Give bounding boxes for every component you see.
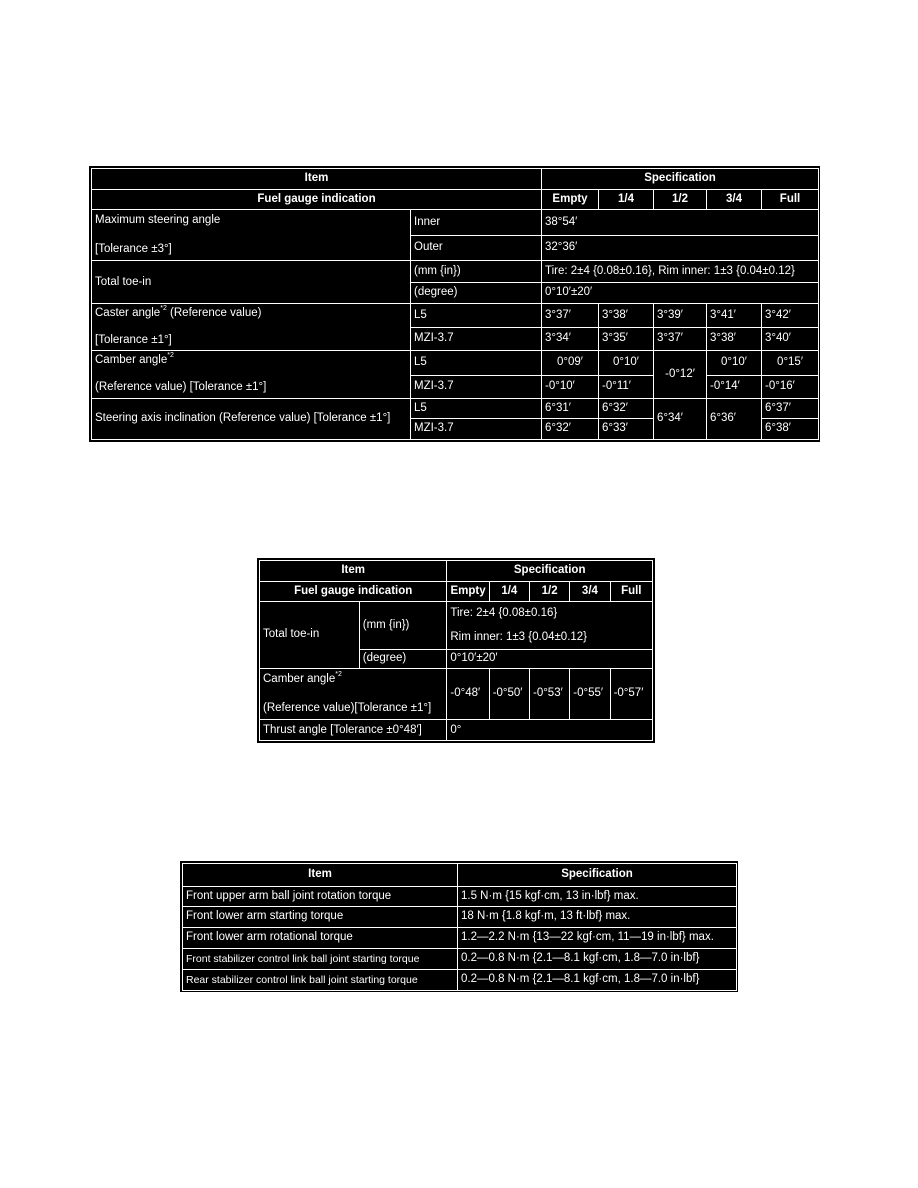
fuel-gauge-header: Fuel gauge indication (92, 189, 542, 210)
specification-header: Specification (447, 561, 653, 582)
sai-mzi-full: 6°38′ (762, 419, 819, 440)
caster-l5-three-quarter: 3°41′ (707, 304, 762, 328)
camber-l5-quarter: 0°10′ (599, 350, 654, 375)
level-full-header: Full (762, 189, 819, 210)
level-half-header: 1/2 (654, 189, 707, 210)
specification-header: Specification (458, 864, 737, 887)
sai-l5-quarter: 6°32′ (599, 398, 654, 419)
toe-mm-value: Tire: 2±4 {0.08±0.16} Rim inner: 1±3 {0.04±0.12} (447, 602, 653, 650)
total-toe-in-label: Total toe-in (260, 602, 360, 668)
toe-degree-label: (degree) (411, 282, 542, 304)
item-header: Item (183, 864, 458, 887)
camber-half-shared: -0°12′ (654, 350, 707, 398)
table-row-spec: 1.5 N·m {15 kgf·cm, 13 in·lbf} max. (458, 887, 737, 907)
toe-degree-label: (degree) (359, 649, 447, 668)
sai-mzi-empty: 6°32′ (542, 419, 599, 440)
toe-degree-value: 0°10′±20′ (447, 649, 653, 668)
sai-l5-empty: 6°31′ (542, 398, 599, 419)
specification-header: Specification (542, 169, 819, 190)
total-toe-in-label: Total toe-in (92, 261, 411, 304)
sai-mzi-quarter: 6°33′ (599, 419, 654, 440)
toe-mm-label: (mm {in}) (411, 261, 542, 283)
caster-mzi-quarter: 3°35′ (599, 328, 654, 351)
sai-three-quarter-shared: 6°36′ (707, 398, 762, 439)
camber-half: -0°53′ (529, 668, 569, 720)
inner-label: Inner (411, 210, 542, 236)
front-wheel-alignment-grid (91, 168, 819, 440)
front-wheel-alignment-table (89, 166, 820, 442)
camber-l5-full: 0°15′ (762, 350, 819, 375)
steering-axis-inclination-label: Steering axis inclination (Reference value) [Tolerance ±1°] (92, 398, 411, 439)
rear-wheel-alignment-grid (259, 560, 653, 741)
camber-mzi-quarter: -0°11′ (599, 375, 654, 398)
sai-mzi-label: MZI-3.7 (411, 419, 542, 440)
table-row-item: Front lower arm rotational torque (183, 928, 458, 949)
toe-mm-value: Tire: 2±4 {0.08±0.16}, Rim inner: 1±3 {0.04±0.12} (542, 261, 819, 283)
caster-l5-empty: 3°37′ (542, 304, 599, 328)
max-steering-angle-label: Maximum steering angle [Tolerance ±3°] (92, 210, 411, 261)
caster-mzi-half: 3°37′ (654, 328, 707, 351)
fuel-gauge-header: Fuel gauge indication (260, 581, 447, 602)
camber-mzi-label: MZI-3.7 (411, 375, 542, 398)
sai-l5-full: 6°37′ (762, 398, 819, 419)
camber-l5-empty: 0°09′ (542, 350, 599, 375)
table-row-item: Front stabilizer control link ball joint starting torque (183, 949, 458, 970)
table-row-spec: 0.2—0.8 N·m {2.1—8.1 kgf·cm, 1.8—7.0 in·lbf} (458, 970, 737, 991)
caster-l5-half: 3°39′ (654, 304, 707, 328)
camber-mzi-empty: -0°10′ (542, 375, 599, 398)
caster-l5-quarter: 3°38′ (599, 304, 654, 328)
caster-mzi-empty: 3°34′ (542, 328, 599, 351)
caster-l5-label: L5 (411, 304, 542, 328)
ball-joint-torque-table (180, 861, 738, 992)
level-quarter-header: 1/4 (489, 581, 529, 602)
camber-quarter: -0°50′ (489, 668, 529, 720)
caster-mzi-label: MZI-3.7 (411, 328, 542, 351)
level-three-quarter-header: 3/4 (707, 189, 762, 210)
camber-empty: -0°48′ (447, 668, 489, 720)
caster-angle-label: Caster angle$^{*2}$ (Reference value) [Tolerance ±1°] (92, 304, 411, 351)
caster-mzi-three-quarter: 3°38′ (707, 328, 762, 351)
level-full-header: Full (610, 581, 652, 602)
level-quarter-header: 1/4 (599, 189, 654, 210)
camber-mzi-three-quarter: -0°14′ (707, 375, 762, 398)
table-row-spec: 18 N·m {1.8 kgf·m, 13 ft·lbf} max. (458, 907, 737, 928)
level-empty-header: Empty (447, 581, 489, 602)
outer-label: Outer (411, 236, 542, 261)
table-row-spec: 0.2—0.8 N·m {2.1—8.1 kgf·cm, 1.8—7.0 in·lbf} (458, 949, 737, 970)
caster-l5-full: 3°42′ (762, 304, 819, 328)
toe-degree-value: 0°10′±20′ (542, 282, 819, 304)
table-row-item: Front upper arm ball joint rotation torque (183, 887, 458, 907)
table-row-item: Rear stabilizer control link ball joint starting torque (183, 970, 458, 991)
level-three-quarter-header: 3/4 (570, 581, 610, 602)
item-header: Item (260, 561, 447, 582)
table-row-item: Front lower arm starting torque (183, 907, 458, 928)
camber-angle-label: Camber angle$^{*2}$ (Reference value)[Tolerance ±1°] (260, 668, 447, 720)
toe-mm-label: (mm {in}) (359, 602, 447, 650)
camber-full: -0°57′ (610, 668, 652, 720)
camber-l5-label: L5 (411, 350, 542, 375)
sai-l5-label: L5 (411, 398, 542, 419)
camber-three-quarter: -0°55′ (570, 668, 610, 720)
rear-wheel-alignment-table (257, 558, 655, 743)
camber-angle-label: Camber angle$^{*2}$ (Reference value) [Tolerance ±1°] (92, 350, 411, 398)
thrust-angle-value: 0° (447, 720, 653, 741)
level-empty-header: Empty (542, 189, 599, 210)
item-header: Item (92, 169, 542, 190)
table-row-spec: 1.2—2.2 N·m {13—22 kgf·cm, 11—19 in·lbf} max. (458, 928, 737, 949)
sai-half-shared: 6°34′ (654, 398, 707, 439)
inner-value: 38°54′ (542, 210, 819, 236)
camber-l5-three-quarter: 0°10′ (707, 350, 762, 375)
ball-joint-torque-grid (182, 863, 737, 991)
thrust-angle-label: Thrust angle [Tolerance ±0°48′] (260, 720, 447, 741)
caster-mzi-full: 3°40′ (762, 328, 819, 351)
camber-mzi-full: -0°16′ (762, 375, 819, 398)
level-half-header: 1/2 (529, 581, 569, 602)
outer-value: 32°36′ (542, 236, 819, 261)
